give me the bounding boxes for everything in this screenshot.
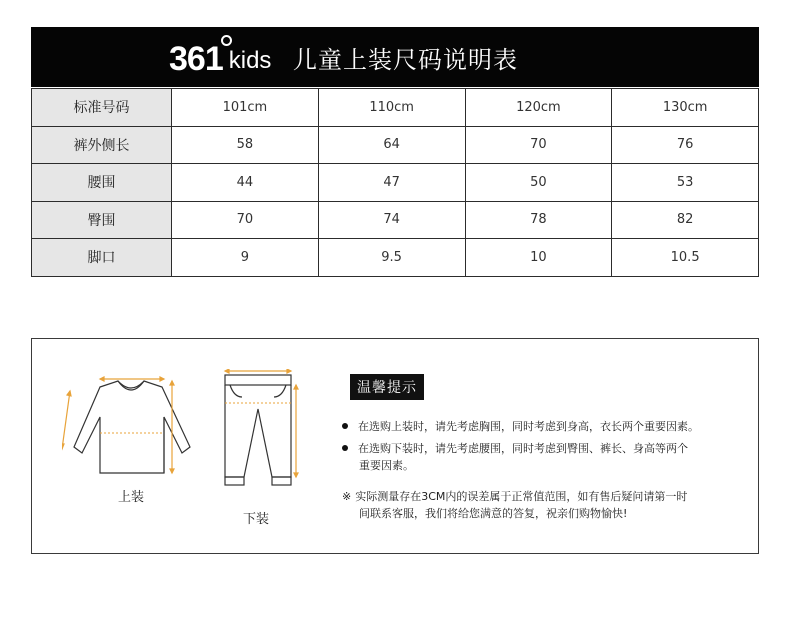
table-cell: 58 xyxy=(172,126,319,164)
table-row xyxy=(32,239,759,277)
table-cell: 70 xyxy=(172,201,319,239)
tip-text: 重要因素。 xyxy=(359,459,414,472)
reference-mark-icon: ※ xyxy=(342,490,352,503)
table-cell: 74 xyxy=(318,201,465,239)
table-row xyxy=(32,201,759,239)
tip-item xyxy=(342,488,687,522)
table-cell: 47 xyxy=(318,164,465,202)
table-cell: 53 xyxy=(612,164,759,202)
row-header: 标准号码 xyxy=(32,89,172,127)
table-cell: 10 xyxy=(465,239,612,277)
table-cell: 101cm xyxy=(172,89,319,127)
table-cell: 64 xyxy=(318,126,465,164)
table-cell: 82 xyxy=(612,201,759,239)
row-header: 裤外侧长 xyxy=(32,126,172,164)
page-title: 儿童上装尺码说明表 xyxy=(293,46,518,74)
bullet-icon xyxy=(342,423,348,429)
row-header: 脚口 xyxy=(32,239,172,277)
table-cell: 9 xyxy=(172,239,319,277)
table-cell: 130cm xyxy=(612,89,759,127)
tip-text: 间联系客服，我们将给您满意的答复，祝亲们购物愉快! xyxy=(359,507,628,520)
table-cell: 9.5 xyxy=(318,239,465,277)
bottom-garment-label: 下装 xyxy=(243,512,270,527)
tip-item xyxy=(342,418,699,435)
size-table xyxy=(31,88,759,277)
pants-diagram-icon xyxy=(220,369,300,495)
logo-suffix: kids xyxy=(228,47,272,74)
tips-title: 温馨提示 xyxy=(350,374,424,400)
table-row xyxy=(32,164,759,202)
tip-text: 实际测量存在3CM内的误差属于正常值范围，如有售后疑问请第一时 xyxy=(355,490,688,503)
table-cell: 70 xyxy=(465,126,612,164)
table-cell: 120cm xyxy=(465,89,612,127)
tip-item xyxy=(342,440,688,474)
table-cell: 76 xyxy=(612,126,759,164)
table-cell: 44 xyxy=(172,164,319,202)
row-header: 腰围 xyxy=(32,164,172,202)
tip-text: 在选购下装时，请先考虑腰围，同时考虑到臀围、裤长、身高等两个 xyxy=(358,442,688,455)
shirt-diagram-icon xyxy=(62,375,200,483)
table-row xyxy=(32,126,759,164)
bullet-icon xyxy=(342,445,348,451)
table-cell: 10.5 xyxy=(612,239,759,277)
logo-number: 361 xyxy=(169,40,223,78)
header-banner xyxy=(31,27,759,87)
table-row xyxy=(32,89,759,127)
row-header: 臀围 xyxy=(32,201,172,239)
table-cell: 78 xyxy=(465,201,612,239)
tip-text: 在选购上装时，请先考虑胸围，同时考虑到身高，衣长两个重要因素。 xyxy=(358,420,699,433)
logo-degree-icon xyxy=(221,35,232,46)
top-garment-label: 上装 xyxy=(118,490,145,505)
brand-logo xyxy=(169,35,271,79)
notice-panel xyxy=(31,338,759,554)
table-cell: 110cm xyxy=(318,89,465,127)
table-cell: 50 xyxy=(465,164,612,202)
